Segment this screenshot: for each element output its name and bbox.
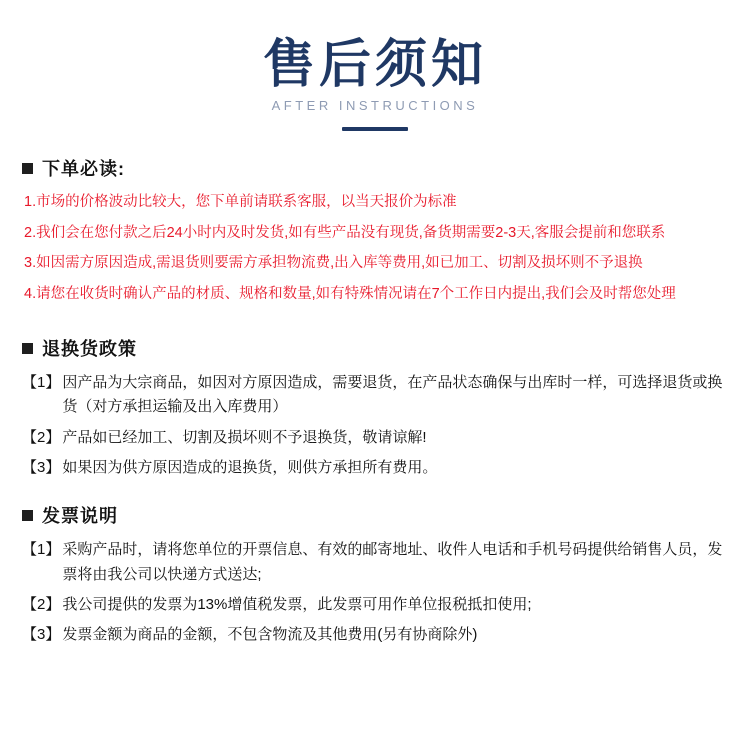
list-item-number: 【3】 [22,459,61,476]
section-title-order-notes: 下单必读: [42,159,125,180]
section-title-invoice-notes: 发票说明 [42,506,118,527]
section-header-order-notes [22,155,728,181]
list-item-number: 【3】 [22,626,61,644]
section-invoice-notes [22,502,728,647]
list-item: 2.我们会在您付款之后24小时内及时发货,如有些产品没有现货,备货期需要2-3天,客服会提前和您联系 [24,224,666,241]
content-area [0,131,750,647]
section-title-return-policy: 退换货政策 [42,339,137,360]
order-notes-list [22,191,728,305]
square-bullet-icon [22,343,33,354]
list-item: 1.市场的价格波动比较大，您下单前请联系客服，以当天报价为标准 [24,194,457,211]
list-item [22,623,728,647]
list-item-number: 【2】 [22,595,61,613]
list-item [22,426,728,450]
invoice-notes-list [22,538,728,647]
section-return-policy [22,335,728,480]
list-item-number: 【2】 [22,428,61,446]
list-item [22,593,728,617]
page-subtitle: AFTER INSTRUCTIONS [271,98,479,114]
section-header-return-policy [22,335,728,361]
list-item: 3.如因需方原因造成,需退货则要需方承担物流费,出入库等费用,如已加工、切割及损坏则不予退换 [24,255,643,272]
list-item [22,371,728,420]
page-title: 售后须知 [262,36,487,94]
list-item [22,538,728,587]
list-item-text: 发票金额为商品的金额，不包含物流及其他费用(另有协商除外) [62,626,478,644]
section-header-invoice-notes [22,502,728,528]
square-bullet-icon [22,510,33,521]
list-item: 4.请您在收货时确认产品的材质、规格和数量,如有特殊情况请在7个工作日内提出,我们会及时帮您处理 [24,285,676,302]
square-bullet-icon [22,163,33,174]
list-item-text: 产品如已经加工、切割及损坏则不予退换货，敬请谅解! [62,428,427,446]
list-item-text: 因产品为大宗商品，如因对方原因造成，需要退货，在产品状态确保与出库时一样，可选择退货或换货（对方承担运输及出入库费用） [62,374,723,416]
list-item-number: 【1】 [22,374,61,392]
return-policy-list [22,371,728,480]
list-item [22,456,728,480]
page-header [0,0,750,131]
list-item-text: 如果因为供方原因造成的退换货，则供方承担所有费用。 [62,459,438,476]
section-order-notes [22,155,728,305]
list-item-number: 【1】 [22,541,61,559]
list-item-text: 我公司提供的发票为13%增值税发票，此发票可用作单位报税抵扣使用; [62,595,532,613]
list-item-text: 采购产品时，请将您单位的开票信息、有效的邮寄地址、收件人电话和手机号码提供给销售人员，发票将由我公司以快递方式送达; [62,541,723,583]
